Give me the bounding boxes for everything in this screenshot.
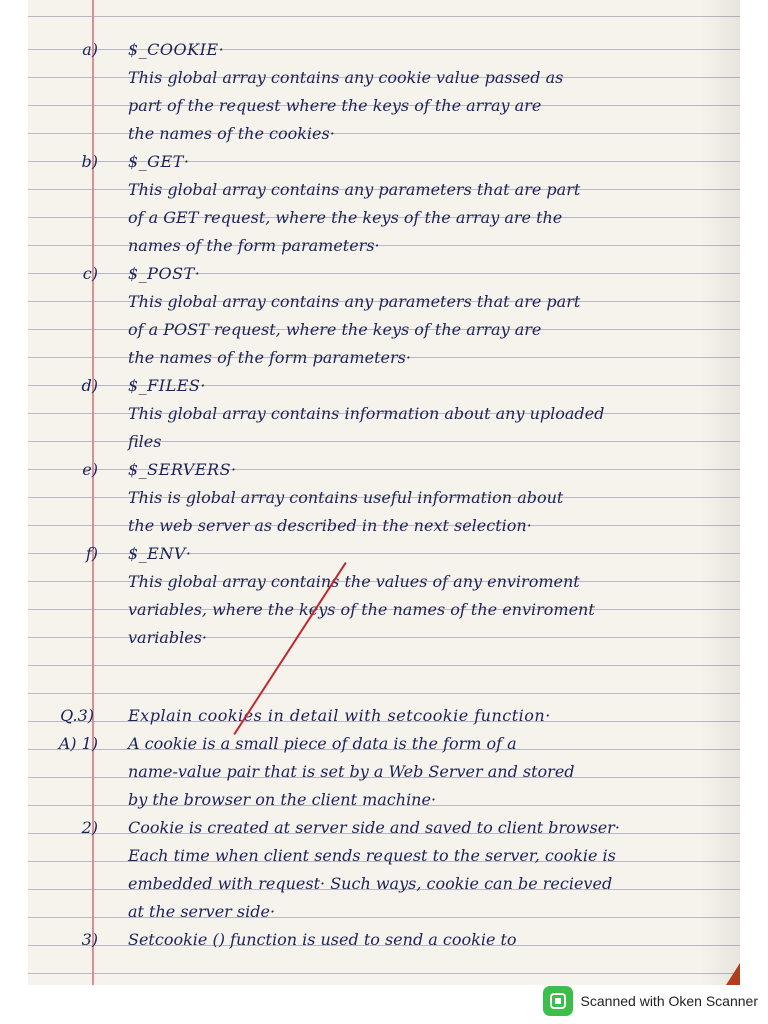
text-line: This global array contains information about any uploaded (128, 404, 605, 423)
text-line: part of the request where the keys of the array are (128, 96, 542, 115)
text-line: by the browser on the client machine· (128, 790, 437, 809)
text-line: at the server side· (128, 902, 276, 921)
text-line: Each time when client sends request to the server, cookie is (128, 846, 616, 865)
item-marker: e) (82, 460, 98, 479)
text-line: Setcookie () function is used to send a cookie to (128, 930, 517, 949)
text-line: the web server as described in the next selection· (128, 516, 532, 535)
text-line: This global array contains the values of any enviroment (128, 572, 580, 591)
text-line: This global array contains any cookie value passed as (128, 68, 564, 87)
item-marker: 2) (81, 818, 98, 837)
item-heading: $_COOKIE· (128, 40, 225, 59)
text-line: name-value pair that is set by a Web Server and stored (128, 762, 575, 781)
text-line: This is global array contains useful information about (128, 488, 564, 507)
text-line: embedded with request· Such ways, cookie can be recieved (128, 874, 613, 893)
text-line: variables· (128, 628, 208, 647)
text-line: files (128, 432, 162, 451)
item-marker: 3) (81, 930, 98, 949)
text-line: the names of the form parameters· (128, 348, 411, 367)
item-heading: Explain cookies in detail with setcookie function· (128, 706, 551, 725)
text-line: This global array contains any parameters that are part (128, 180, 581, 199)
text-line: of a POST request, where the keys of the array are (128, 320, 542, 339)
item-heading: $_FILES· (128, 376, 206, 395)
item-marker: c) (82, 264, 98, 283)
page-corner-tab (726, 963, 740, 985)
notebook-page (28, 0, 740, 985)
text-line: of a GET request, where the keys of the array are the (128, 208, 563, 227)
text-line: names of the form parameters· (128, 236, 380, 255)
item-marker: d) (81, 376, 98, 395)
text-line: variables, where the keys of the names of the enviroment (128, 600, 595, 619)
text-line: the names of the cookies· (128, 124, 335, 143)
text-line: A cookie is a small piece of data is the form of a (128, 734, 517, 753)
text-line: This global array contains any parameters that are part (128, 292, 581, 311)
item-heading: $_SERVERS· (128, 460, 237, 479)
scanner-text: Scanned with Oken Scanner (580, 993, 758, 1009)
item-marker: b) (81, 152, 98, 171)
item-marker: Q.3) (60, 706, 94, 725)
item-marker: f) (85, 544, 98, 563)
item-marker: A) 1) (58, 734, 98, 753)
text-line: Cookie is created at server side and saved to client browser· (128, 818, 620, 837)
item-marker: a) (82, 40, 98, 59)
scanner-logo-icon (543, 986, 573, 1016)
item-heading: $_ENV· (128, 544, 192, 563)
item-heading: $_POST· (128, 264, 201, 283)
item-heading: $_GET· (128, 152, 190, 171)
scanner-badge (543, 986, 758, 1016)
